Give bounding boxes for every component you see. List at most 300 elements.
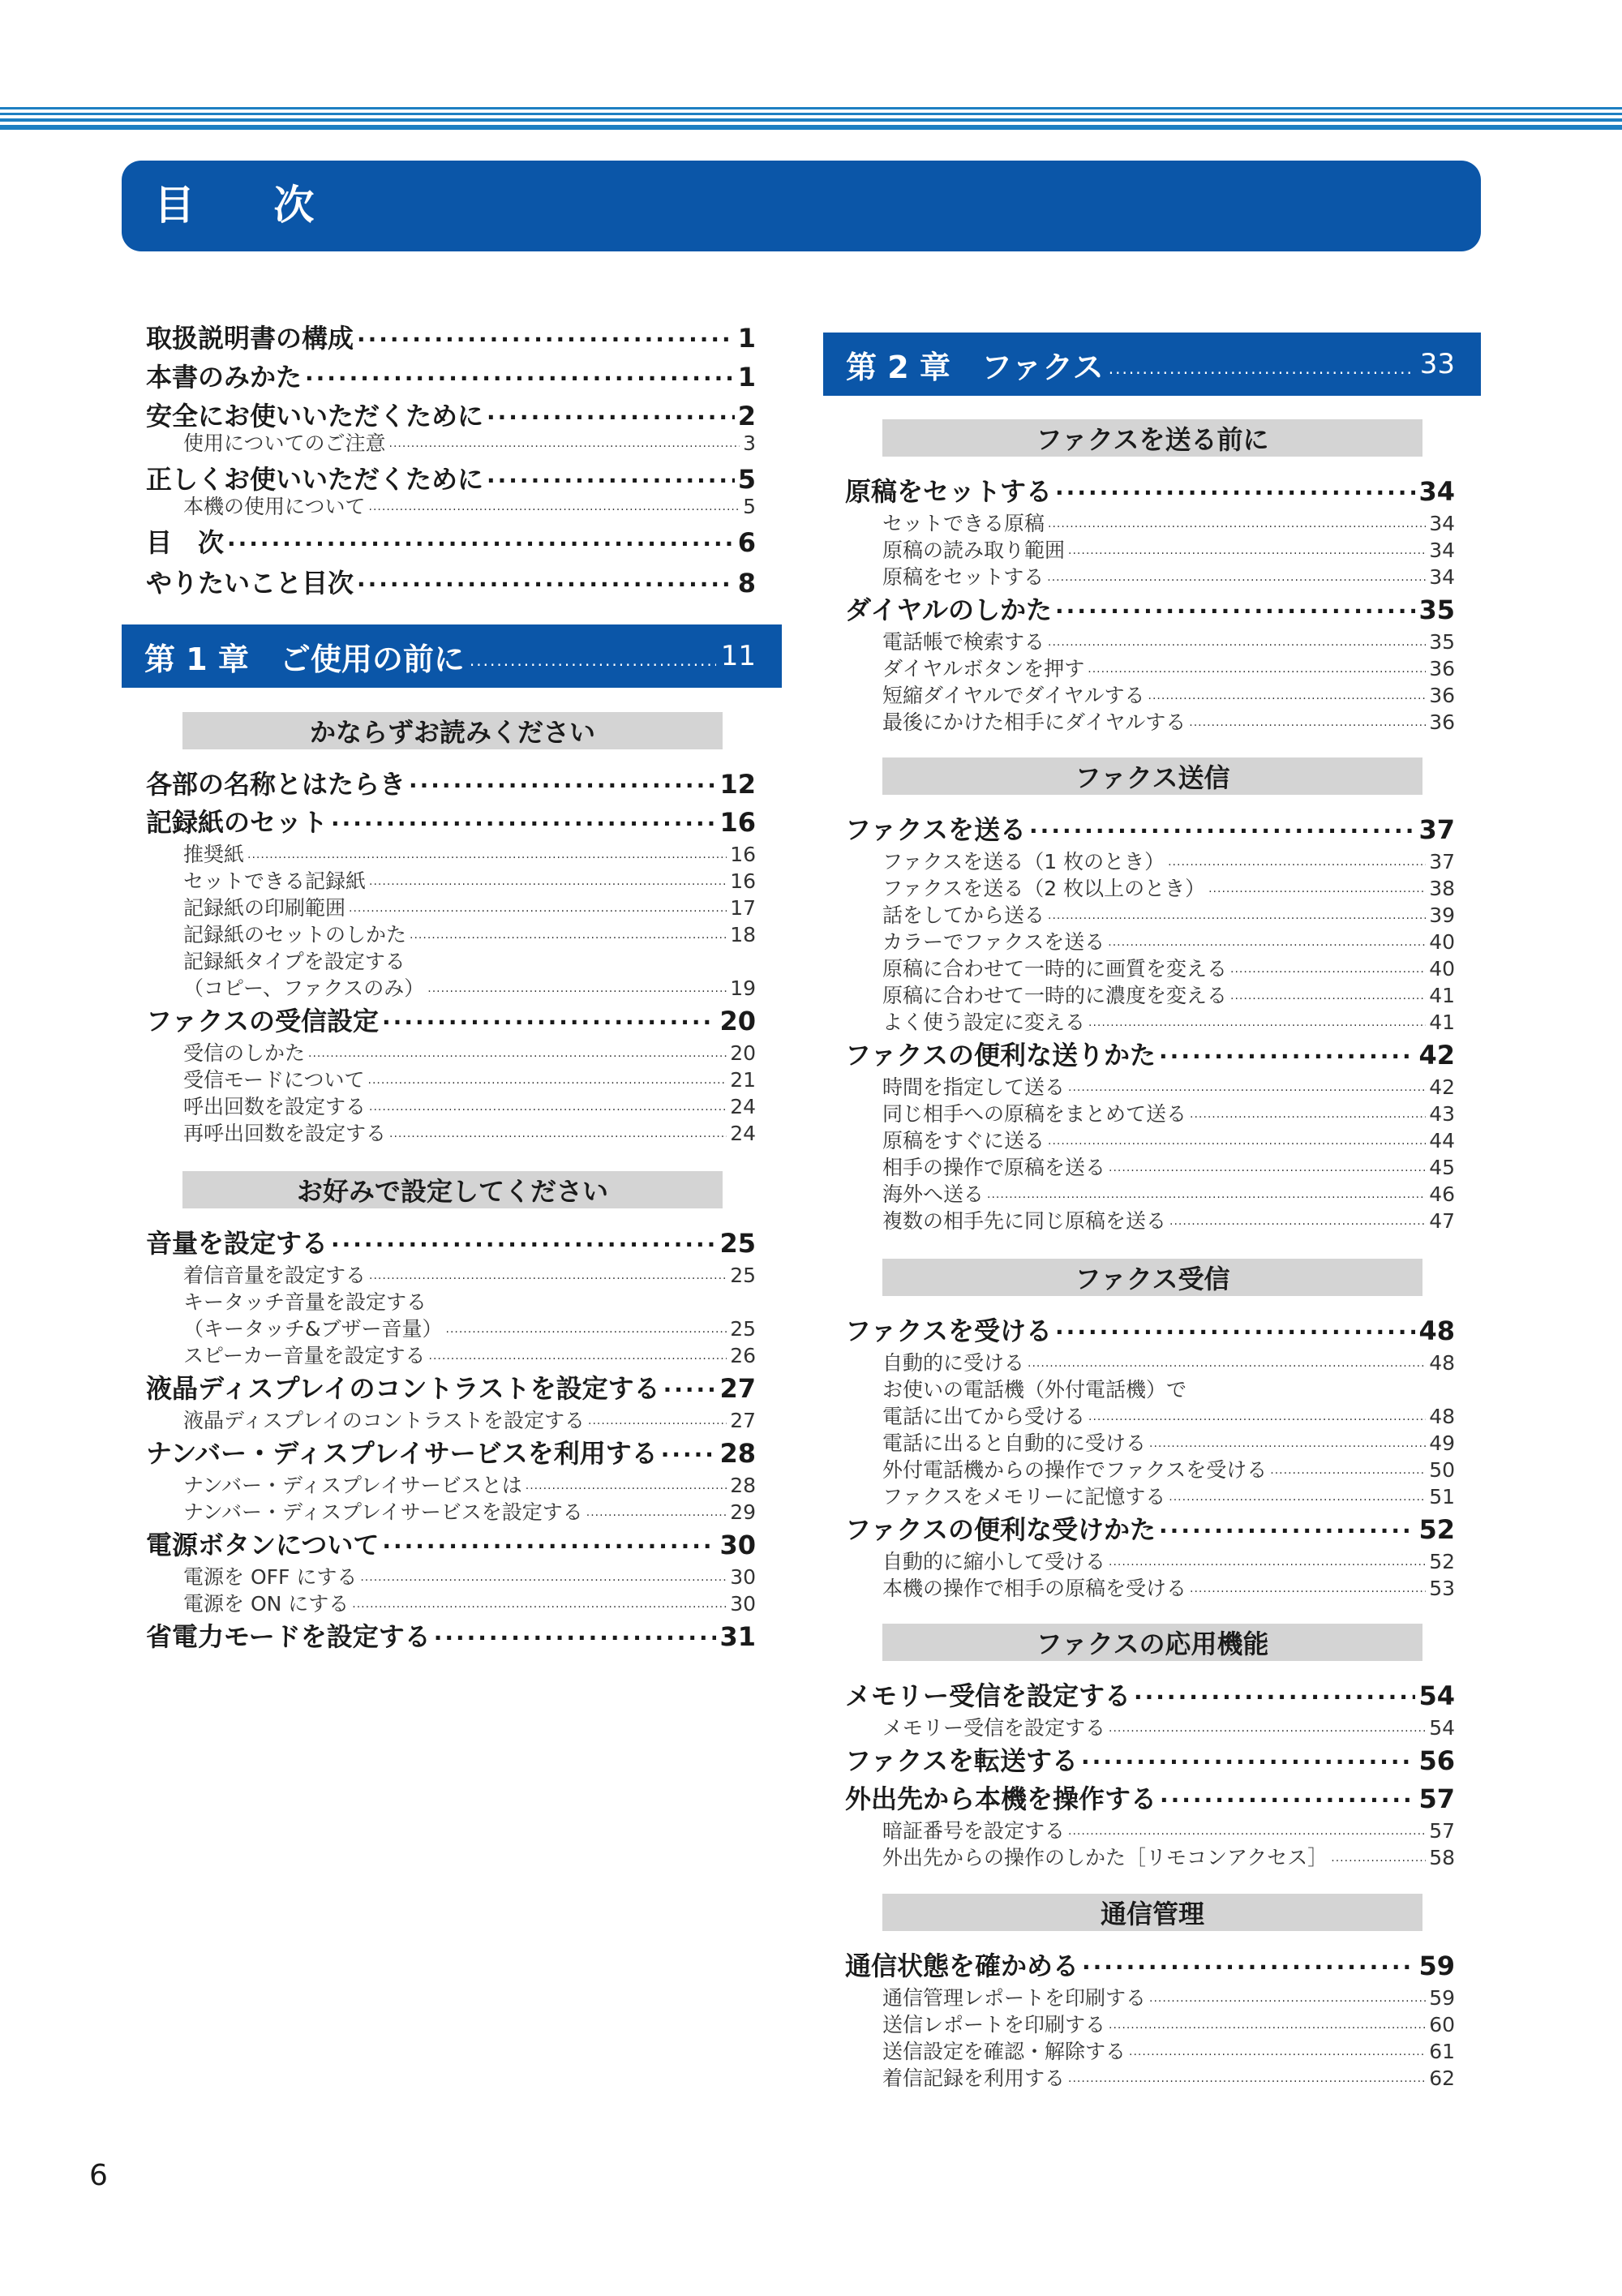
toc-entry[interactable] (845, 1311, 1455, 1345)
toc-leader-dots (1081, 1744, 1415, 1770)
toc-subentry-title: 複数の相手先に同じ原稿を送る (882, 1209, 1167, 1233)
toc-leader-dots (446, 1315, 727, 1336)
toc-leader-dots (227, 526, 735, 551)
toc-subentry[interactable] (882, 1071, 1455, 1098)
toc-leader-dots (360, 1564, 727, 1584)
toc-entry[interactable] (146, 1525, 756, 1559)
toc-leader-dots (661, 1436, 717, 1462)
toc-leader-dots (409, 767, 716, 793)
toc-leader-dots (389, 430, 740, 450)
toc-leader-dots (357, 321, 735, 347)
toc-page-number: 17 (730, 896, 756, 920)
toc-page-number: 54 (1418, 1680, 1455, 1711)
toc-page-number: 61 (1429, 2040, 1455, 2063)
toc-entry-title: やりたいこと目次 (146, 568, 354, 599)
toc-page-number: 48 (1429, 1351, 1455, 1375)
toc-page-number: 43 (1429, 1102, 1455, 1126)
toc-subentry-title: 記録紙のセットのしかた (183, 923, 407, 946)
toc-subentry-title: （キータッチ&ブザー音量） (183, 1317, 443, 1341)
toc-leader-dots (1190, 1101, 1426, 1121)
toc-leader-dots (487, 399, 735, 425)
toc-subentry[interactable] (882, 873, 1455, 899)
toc-leader-dots (1160, 1782, 1415, 1808)
toc-subentry-title: ダイヤルボタンを押す (882, 657, 1085, 680)
toc-page-number: 52 (1429, 1550, 1455, 1573)
toc-leader-dots (349, 895, 727, 915)
toc-page-number: 3 (743, 431, 756, 455)
toc-page-number: 20 (730, 1041, 756, 1065)
toc-entry[interactable] (146, 459, 756, 493)
toc-subentry-title: 同じ相手への原稿をまとめて送る (882, 1102, 1187, 1126)
toc-leader-dots (1159, 1038, 1415, 1064)
toc-leader-dots (1048, 902, 1426, 922)
toc-leader-dots (1088, 1009, 1426, 1029)
toc-leader-dots (1109, 350, 1415, 378)
toc-leader-dots (1190, 1575, 1426, 1595)
toc-page-number: 29 (730, 1500, 756, 1524)
toc-subentry-title: 原稿の読み取り範囲 (882, 539, 1066, 562)
toc-subentry-title: 使用についてのご注意 (183, 431, 386, 455)
toc-page-number: 28 (730, 1474, 756, 1497)
toc-subentry-title: 電源を OFF にする (183, 1565, 358, 1589)
toc-page-number: 44 (1429, 1129, 1455, 1152)
toc-subentry-title: メモリー受信を設定する (882, 1716, 1106, 1740)
toc-entry-title: 液晶ディスプレイのコントラストを設定する (146, 1373, 660, 1404)
toc-subentry-title: 本機の操作で相手の原稿を受ける (882, 1577, 1187, 1600)
toc-subentry[interactable] (183, 1588, 756, 1615)
toc-entry-title: 通信状態を確かめる (845, 1951, 1079, 1981)
toc-page-number: 58 (1429, 1846, 1455, 1869)
toc-subentry[interactable] (882, 680, 1455, 706)
toc-page-number: 48 (1429, 1405, 1455, 1428)
toc-subentry[interactable] (183, 839, 756, 865)
toc-entry-title: 外出先から本機を操作する (845, 1783, 1157, 1814)
toc-entry[interactable] (146, 357, 756, 391)
toc-leader-dots (1088, 655, 1426, 676)
toc-page-number: 26 (730, 1344, 756, 1367)
toc-leader-dots (1189, 709, 1426, 729)
toc-page-number: 54 (1429, 1716, 1455, 1740)
toc-page-number: 30 (730, 1592, 756, 1616)
toc-leader-dots (1129, 2038, 1426, 2058)
toc-page-number: 42 (1418, 1040, 1455, 1071)
toc-subentry[interactable] (183, 427, 756, 454)
toc-subentry[interactable] (882, 899, 1455, 926)
toc-leader-dots (1028, 1350, 1426, 1370)
toc-page-number: 35 (1429, 630, 1455, 654)
toc-subentry[interactable] (882, 926, 1455, 953)
toc-leader-dots (331, 1226, 716, 1252)
toc-entry-title: 目 次 (146, 527, 225, 558)
toc-leader-dots (1048, 510, 1426, 530)
toc-leader-dots (429, 1342, 727, 1363)
toc-subentry-label: 記録紙タイプを設定する (183, 950, 406, 973)
toc-subentry-title: 電話に出ると自動的に受ける (882, 1431, 1147, 1455)
toc-leader-dots (1088, 1403, 1426, 1423)
toc-subentry-title: 通信管理レポートを印刷する (882, 1986, 1147, 2010)
toc-entry[interactable] (146, 802, 756, 836)
chapter-page-number: 11 (720, 640, 756, 672)
toc-subentry[interactable] (882, 1152, 1455, 1178)
toc-page-number: 37 (1418, 814, 1455, 845)
toc-page-number: 57 (1418, 1783, 1455, 1814)
toc-leader-dots (369, 493, 740, 513)
toc-subentry-title: 相手の操作で原稿を送る (882, 1156, 1106, 1179)
toc-page-number: 1 (737, 323, 756, 354)
toc-leader-dots (1109, 2011, 1426, 2032)
toc-leader-dots (1048, 1127, 1426, 1148)
toc-entry[interactable] (146, 764, 756, 798)
toc-entry[interactable] (146, 396, 756, 430)
chapter-heading-bar[interactable] (122, 624, 782, 688)
toc-entry-title: ナンバー・ディスプレイサービスを利用する (146, 1438, 658, 1469)
toc-subentry[interactable] (882, 534, 1455, 561)
toc-leader-dots (369, 868, 727, 888)
toc-subentry[interactable] (183, 1340, 756, 1367)
toc-page-number: 36 (1429, 657, 1455, 680)
toc-entry-title: 省電力モードを設定する (146, 1621, 431, 1652)
toc-leader-dots (1208, 875, 1426, 895)
toc-entry[interactable] (845, 1676, 1455, 1710)
toc-leader-dots (663, 1371, 717, 1397)
chapter-title: 第 1 章 ご使用の前に (144, 641, 465, 677)
toc-entry-title: メモリー受信を設定する (845, 1680, 1131, 1711)
toc-leader-dots (352, 1590, 727, 1611)
toc-subentry[interactable] (183, 1470, 756, 1496)
toc-leader-dots (1108, 929, 1426, 949)
toc-subentry[interactable] (183, 1405, 756, 1431)
toc-subentry-title: 本機の使用について (183, 495, 366, 518)
toc-leader-dots (357, 566, 735, 592)
toc-subentry[interactable] (183, 1260, 756, 1286)
toc-leader-dots (1148, 682, 1427, 702)
section-heading: お好みで設定してください (182, 1171, 723, 1208)
toc-subentry-title: 暗証番号を設定する (882, 1819, 1066, 1843)
toc-entry-title: 音量を設定する (146, 1228, 328, 1259)
toc-subentry-title: 外付電話機からの操作でファクスを受ける (882, 1458, 1268, 1482)
toc-entry-title: 取扱説明書の構成 (146, 323, 354, 354)
toc-subentry-title: 話をしてから送る (882, 903, 1045, 927)
toc-page-number: 25 (730, 1317, 756, 1341)
toc-subentry[interactable] (183, 1037, 756, 1064)
toc-subentry[interactable] (882, 508, 1455, 534)
chapter-page-number: 33 (1419, 348, 1455, 380)
toc-page-number: 34 (1429, 512, 1455, 535)
toc-subentry-title: 最後にかけた相手にダイヤルする (882, 710, 1186, 734)
toc-entry-title: ファクスを転送する (845, 1745, 1079, 1776)
toc-page-number: 5 (743, 495, 756, 518)
toc-entry[interactable] (146, 1433, 756, 1467)
toc-leader-dots (382, 1528, 716, 1554)
toc-subentry-title: 短縮ダイヤルでダイヤルする (882, 684, 1145, 707)
toc-page-number: 34 (1429, 539, 1455, 562)
toc-leader-dots (1149, 1430, 1426, 1450)
toc-page-number: 28 (719, 1438, 756, 1469)
section-heading: かならずお読みください (182, 712, 723, 749)
toc-page-number: 16 (719, 807, 756, 838)
toc-leader-dots (1055, 593, 1415, 619)
toc-page-number: 34 (1429, 565, 1455, 589)
toc-subentry-title: 再呼出回数を設定する (183, 1122, 387, 1145)
toc-subentry[interactable] (183, 972, 756, 999)
toc-leader-dots (1168, 848, 1426, 869)
page-title-bar (122, 161, 1481, 251)
chapter-title: 第 2 章 ファクス (846, 349, 1104, 385)
toc-subentry[interactable] (882, 1347, 1455, 1374)
toc-subentry-title: 着信音量を設定する (183, 1264, 367, 1287)
toc-entry[interactable] (146, 522, 756, 556)
toc-entry[interactable] (146, 1616, 756, 1650)
toc-subentry[interactable] (882, 1712, 1455, 1739)
toc-subentry[interactable] (882, 1401, 1455, 1427)
toc-subentry[interactable] (882, 626, 1455, 653)
toc-entry[interactable] (146, 318, 756, 352)
toc-leader-dots (382, 1004, 716, 1030)
toc-entry[interactable] (845, 1740, 1455, 1775)
toc-subentry[interactable] (183, 919, 756, 946)
toc-entry[interactable] (845, 1779, 1455, 1813)
toc-leader-dots (410, 921, 727, 942)
toc-subentry[interactable] (882, 1098, 1455, 1125)
toc-subentry-title: 海外へ送る (882, 1182, 985, 1206)
toc-page-number: 45 (1429, 1156, 1455, 1179)
toc-subentry[interactable] (882, 561, 1455, 588)
toc-page-number: 25 (719, 1228, 756, 1259)
toc-leader-dots (1068, 1817, 1426, 1838)
header-stripes (0, 107, 1622, 131)
toc-leader-dots (1230, 955, 1426, 976)
toc-subentry[interactable] (183, 491, 756, 517)
toc-page-number: 35 (1418, 594, 1455, 625)
section-heading: ファクス送信 (882, 757, 1422, 795)
toc-page-number: 8 (737, 568, 756, 599)
toc-subentry-title: 着信記録を利用する (882, 2066, 1066, 2090)
toc-entry[interactable] (146, 1001, 756, 1035)
toc-subentry-title: 推奨紙 (183, 843, 245, 866)
toc-page-number: 18 (730, 923, 756, 946)
toc-subentry-title: （コピー、ファクスのみ） (183, 976, 425, 1000)
toc-leader-dots (1055, 474, 1415, 500)
toc-leader-dots (1068, 2065, 1426, 2085)
toc-leader-dots (586, 1499, 727, 1519)
toc-subentry[interactable] (882, 1842, 1455, 1869)
toc-subentry[interactable] (183, 1313, 756, 1340)
toc-entry[interactable] (845, 1946, 1455, 1980)
toc-page-number: 36 (1429, 684, 1455, 707)
toc-leader-dots (1169, 1208, 1426, 1228)
toc-page-number: 51 (1429, 1485, 1455, 1508)
page-title: 目 次 (154, 182, 347, 229)
toc-entry-title: 各部の名称とはたらき (146, 769, 406, 800)
toc-page-number: 60 (1429, 2013, 1455, 2036)
toc-entry-title: ダイヤルのしかた (845, 594, 1053, 625)
toc-subentry[interactable] (882, 1125, 1455, 1152)
toc-page-number: 25 (730, 1264, 756, 1287)
toc-subentry-title: 電源を ON にする (183, 1592, 350, 1616)
toc-leader-dots (1082, 1949, 1415, 1975)
toc-leader-dots (331, 805, 716, 831)
toc-page-number: 12 (719, 769, 756, 800)
toc-page-number: 16 (730, 843, 756, 866)
toc-subentry[interactable] (183, 1561, 756, 1588)
chapter-heading-bar[interactable] (823, 333, 1481, 396)
toc-page-number: 59 (1429, 1986, 1455, 2010)
toc-subentry-title: 液晶ディスプレイのコントラストを設定する (183, 1409, 586, 1432)
toc-subentry[interactable] (882, 1481, 1455, 1508)
toc-entry[interactable] (845, 809, 1455, 843)
toc-page-number: 21 (730, 1068, 756, 1092)
toc-subentry[interactable] (882, 1205, 1455, 1232)
toc-page-number: 53 (1429, 1577, 1455, 1600)
toc-leader-dots (427, 975, 727, 995)
toc-subentry[interactable] (882, 2036, 1455, 2062)
toc-entry-title: 記録紙のセット (146, 807, 328, 838)
toc-leader-dots (1109, 1714, 1426, 1735)
toc-leader-dots (1047, 564, 1426, 584)
toc-page-number: 27 (730, 1409, 756, 1432)
toc-leader-dots (1159, 1513, 1415, 1539)
toc-page-number: 38 (1429, 877, 1455, 900)
toc-entry-title: ファクスを受ける (845, 1315, 1053, 1346)
toc-subentry[interactable] (183, 1496, 756, 1523)
toc-leader-dots (1068, 537, 1426, 557)
toc-subentry-title: 原稿をセットする (882, 565, 1045, 589)
toc-subentry[interactable] (882, 846, 1455, 873)
toc-subentry-title: セットできる原稿 (882, 512, 1045, 535)
toc-subentry[interactable] (882, 706, 1455, 733)
toc-subentry-title: 記録紙の印刷範囲 (183, 896, 346, 920)
toc-subentry-title: 受信のしかた (183, 1041, 306, 1065)
toc-subentry[interactable] (183, 1091, 756, 1118)
toc-subentry-label: キータッチ音量を設定する (183, 1290, 427, 1314)
toc-leader-dots (487, 462, 735, 488)
toc-leader-dots (389, 1120, 727, 1140)
toc-page-number: 27 (719, 1373, 756, 1404)
toc-entry[interactable] (146, 563, 756, 597)
toc-subentry-label: お使いの電話機（外付電話機）で (882, 1378, 1187, 1401)
toc-subentry[interactable] (183, 892, 756, 919)
toc-subentry[interactable] (882, 953, 1455, 980)
toc-subentry-title: カラーでファクスを送る (882, 930, 1105, 954)
toc-subentry-title: ファクスをメモリーに記憶する (882, 1485, 1166, 1508)
toc-entry[interactable] (146, 1223, 756, 1257)
toc-page-number: 37 (1429, 850, 1455, 873)
toc-leader-dots (1230, 982, 1426, 1002)
toc-leader-dots (1048, 629, 1426, 649)
toc-page-number: 46 (1429, 1182, 1455, 1206)
toc-page-number: 56 (1418, 1745, 1455, 1776)
section-heading: ファクスの応用機能 (882, 1624, 1422, 1661)
toc-leader-dots (308, 1040, 727, 1060)
toc-entry[interactable] (845, 471, 1455, 505)
toc-leader-dots (369, 1093, 727, 1114)
toc-page-number: 39 (1429, 903, 1455, 927)
toc-subentry-title: 送信設定を確認・解除する (882, 2040, 1126, 2063)
toc-subentry[interactable] (183, 1064, 756, 1091)
toc-page-number: 57 (1429, 1819, 1455, 1843)
toc-leader-dots (1270, 1457, 1426, 1477)
toc-subentry[interactable] (882, 980, 1455, 1006)
toc-subentry[interactable] (882, 1815, 1455, 1842)
toc-page-number: 62 (1429, 2066, 1455, 2090)
section-heading: 通信管理 (882, 1894, 1422, 1931)
toc-page-number: 20 (719, 1006, 756, 1036)
toc-subentry-title: 呼出回数を設定する (183, 1095, 367, 1118)
toc-page-number: 47 (1429, 1209, 1455, 1233)
toc-subentry[interactable] (882, 2009, 1455, 2036)
toc-page-number: 36 (1429, 710, 1455, 734)
toc-subentry[interactable] (183, 865, 756, 892)
toc-entry-title: ファクスの便利な送りかた (845, 1040, 1156, 1071)
toc-leader-dots (369, 1262, 727, 1282)
toc-subentry-title: ナンバー・ディスプレイサービスを設定する (183, 1500, 583, 1524)
toc-subentry-title: ファクスを送る（2 枚以上のとき） (882, 877, 1206, 900)
toc-subentry[interactable] (882, 1454, 1455, 1481)
toc-entry[interactable] (845, 590, 1455, 624)
toc-leader-dots (1029, 813, 1415, 839)
toc-page-number: 5 (737, 464, 756, 495)
toc-page-number: 31 (719, 1621, 756, 1652)
toc-entry-title: 正しくお使いいただくために (146, 464, 484, 495)
toc-subentry[interactable] (882, 1546, 1455, 1573)
toc-subentry-title: よく使う設定に変える (882, 1011, 1086, 1034)
toc-leader-dots (305, 360, 735, 386)
toc-subentry-title: 電話に出てから受ける (882, 1405, 1086, 1428)
toc-leader-dots (434, 1620, 717, 1646)
toc-subentry-title: ファクスを送る（1 枚のとき） (882, 850, 1165, 873)
toc-entry[interactable] (845, 1035, 1455, 1069)
toc-subentry[interactable] (882, 1006, 1455, 1033)
toc-subentry-title: 受信モードについて (183, 1068, 365, 1092)
toc-subentry[interactable] (882, 1573, 1455, 1599)
section-heading: ファクス受信 (882, 1259, 1422, 1296)
toc-leader-dots (526, 1472, 727, 1492)
toc-page-number: 24 (730, 1095, 756, 1118)
toc-leader-dots (1331, 1844, 1426, 1865)
toc-subentry[interactable] (183, 1118, 756, 1144)
toc-entry-title: 安全にお使いいただくために (146, 401, 484, 431)
toc-leader-dots (1149, 1985, 1426, 2005)
toc-subentry-title: 原稿をすぐに送る (882, 1129, 1045, 1152)
toc-page-number: 30 (730, 1565, 756, 1589)
toc-subentry[interactable] (882, 1427, 1455, 1454)
toc-subentry-title: 送信レポートを印刷する (882, 2013, 1106, 2036)
toc-leader-dots (368, 1066, 727, 1087)
toc-page-number: 30 (719, 1530, 756, 1560)
toc-leader-dots (470, 642, 716, 670)
toc-entry[interactable] (845, 1509, 1455, 1543)
section-heading: ファクスを送る前に (882, 419, 1422, 457)
toc-leader-dots (1068, 1074, 1426, 1094)
toc-leader-dots (588, 1407, 727, 1427)
toc-subentry-title: ナンバー・ディスプレイサービスとは (183, 1474, 522, 1497)
toc-subentry[interactable] (882, 2062, 1455, 2089)
toc-entry-title: 電源ボタンについて (146, 1530, 380, 1560)
toc-leader-dots (1134, 1679, 1415, 1705)
toc-page-number: 40 (1429, 957, 1455, 981)
page-number: 6 (89, 2159, 108, 2192)
toc-subentry[interactable] (882, 653, 1455, 680)
toc-entry-title: ファクスの便利な受けかた (845, 1514, 1156, 1545)
toc-subentry[interactable] (882, 1982, 1455, 2009)
toc-entry-title: ファクスの受信設定 (146, 1006, 380, 1036)
toc-entry[interactable] (146, 1368, 756, 1402)
toc-subentry[interactable] (882, 1178, 1455, 1205)
toc-leader-dots (1109, 1548, 1426, 1569)
toc-subentry-title: 原稿に合わせて一時的に濃度を変える (882, 984, 1228, 1007)
toc-page-number: 52 (1418, 1514, 1455, 1545)
toc-page-number: 16 (730, 869, 756, 893)
